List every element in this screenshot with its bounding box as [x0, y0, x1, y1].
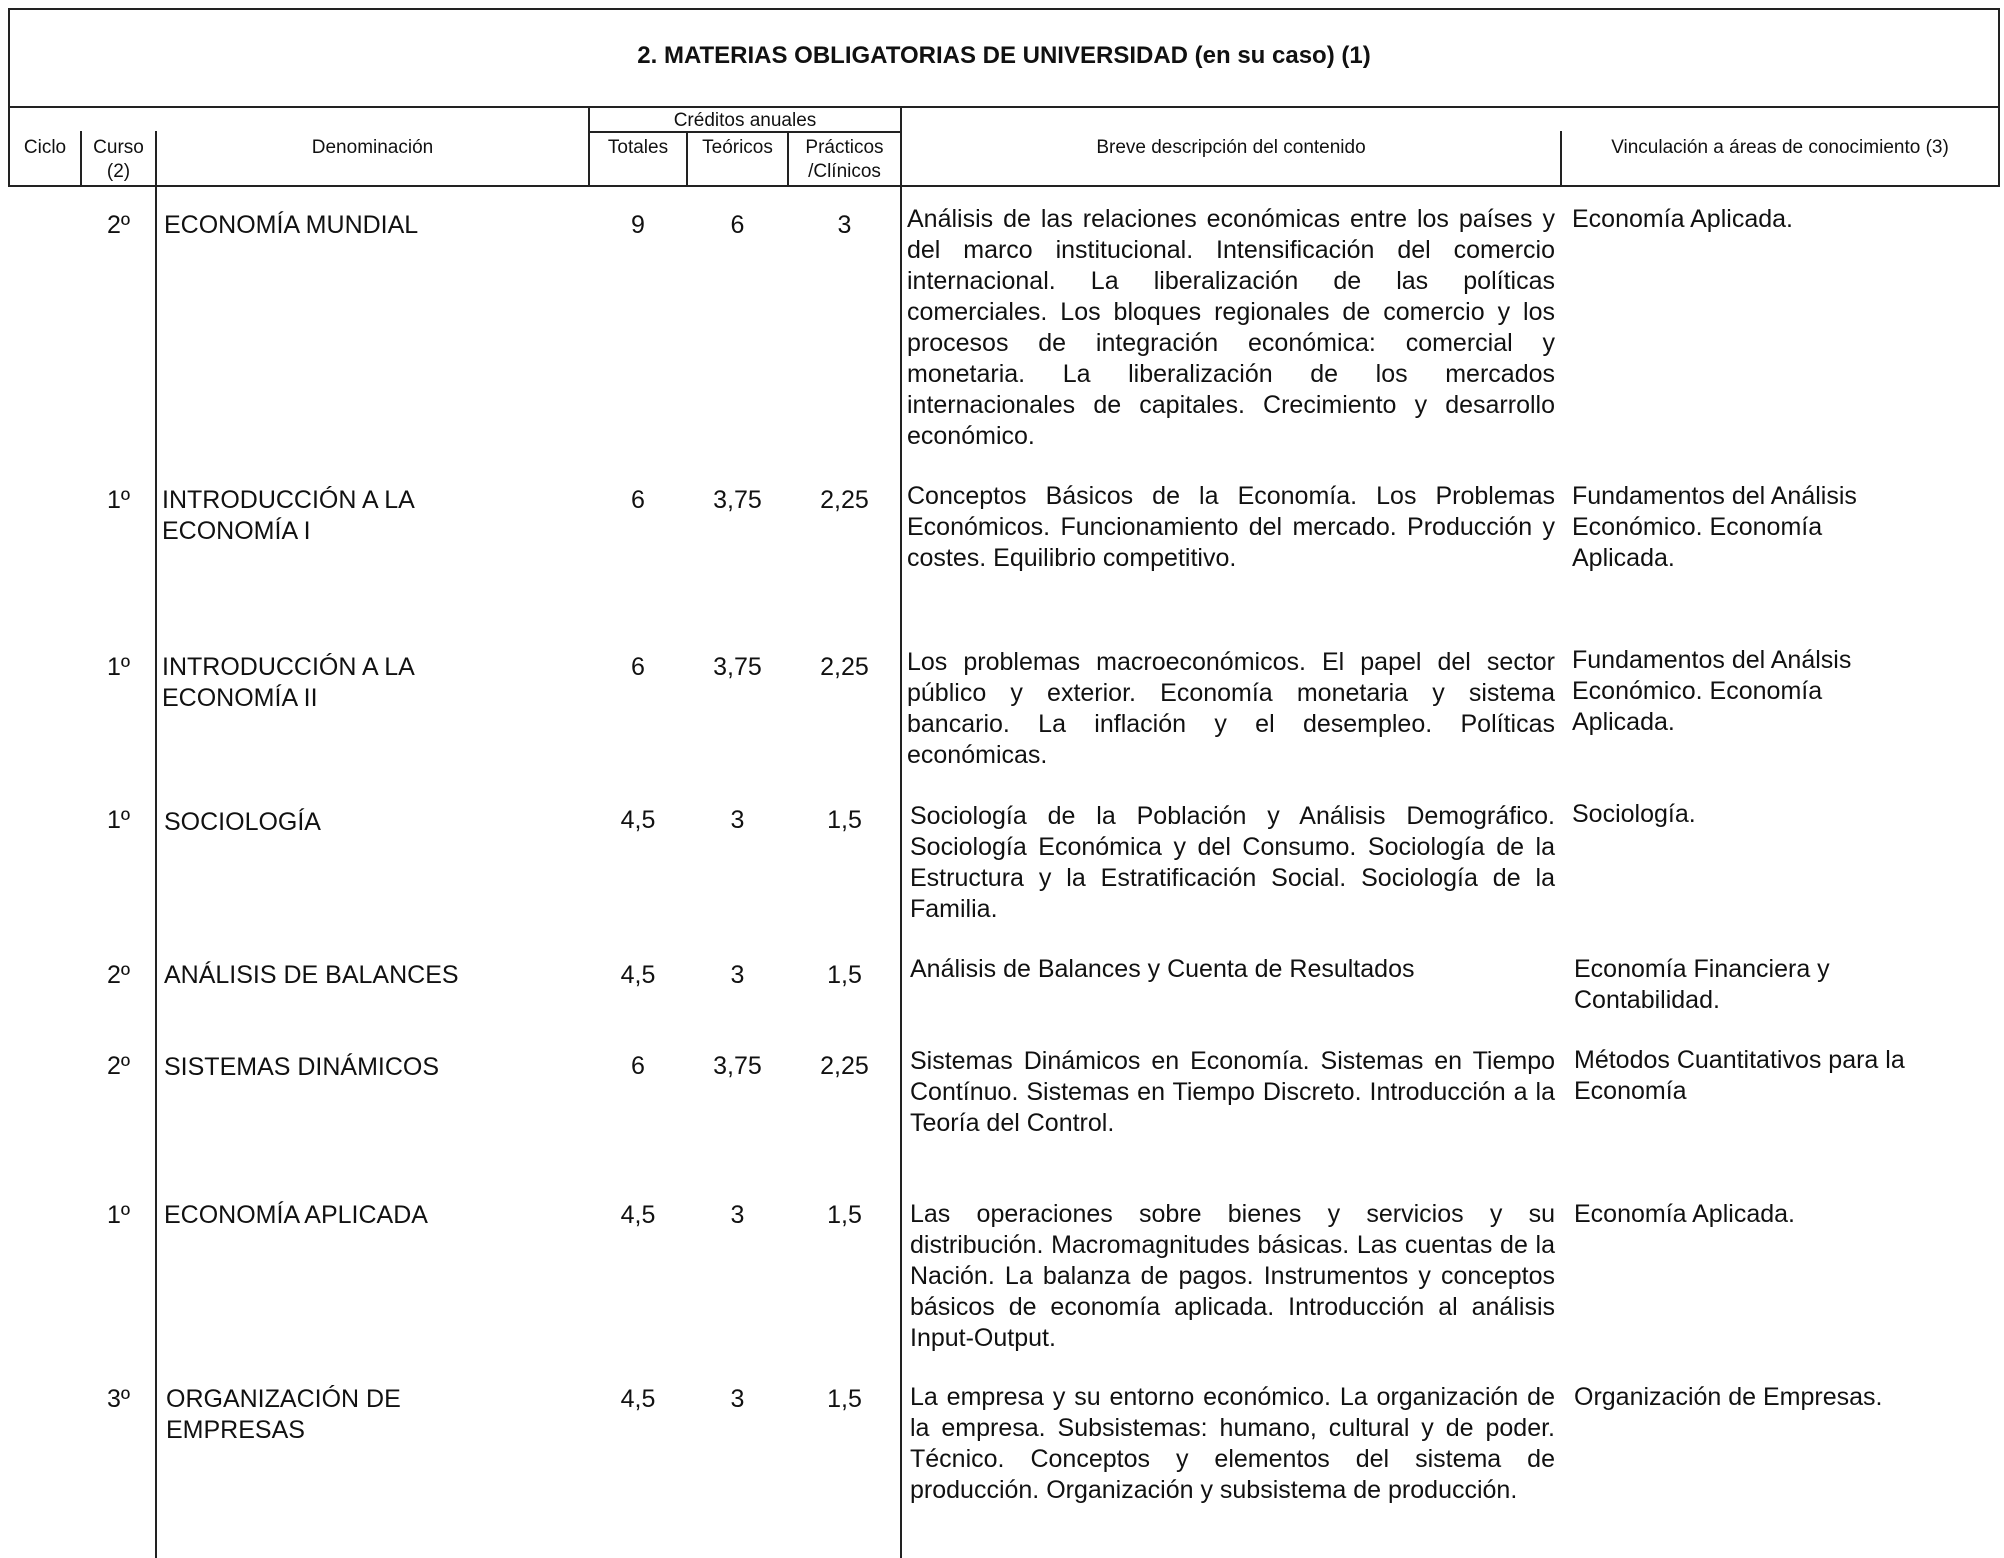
row-denominacion: ANÁLISIS DE BALANCES [164, 961, 459, 989]
row-practicos: 2,25 [820, 653, 869, 681]
row-vinculacion: Economía Financiera y Contabilidad. [1574, 955, 1830, 1014]
row-teoricos: 3 [730, 806, 745, 834]
row-vinculacion: Métodos Cuantitativos para la Economía [1574, 1046, 1905, 1105]
row-totales: 6 [631, 653, 645, 681]
row-curso: 2º [106, 211, 131, 239]
title-bottom-border [8, 106, 2000, 108]
header-vinculacion: Vinculación a áreas de conocimiento (3) [1611, 137, 1949, 158]
row-teoricos: 3 [730, 961, 745, 989]
row-descripcion: Sistemas Dinámicos en Economía. Sistemas en Tiempo Contínuo. Sistemas en Tiempo Discreto. Introducción a la Teoría del Control. [910, 1047, 1555, 1137]
row-denominacion: ECONOMÍA APLICADA [164, 1201, 428, 1229]
row-practicos: 1,5 [827, 961, 862, 989]
row-totales: 4,5 [620, 806, 656, 834]
row-vinculacion: Fundamentos del Análisis Económico. Economía Aplicada. [1572, 482, 1857, 572]
row-vinculacion: Sociología. [1572, 800, 1696, 828]
row-totales: 4,5 [620, 1385, 656, 1413]
row-teoricos: 3 [730, 1201, 745, 1229]
header-denominacion: Denominación [311, 137, 434, 158]
row-totales: 9 [631, 211, 645, 239]
row-curso: 2º [106, 1052, 131, 1080]
row-teoricos: 3,75 [713, 653, 762, 681]
row-denominacion: INTRODUCCIÓN A LA ECONOMÍA II [162, 653, 414, 712]
row-practicos: 1,5 [827, 806, 862, 834]
header-bottom-border [8, 185, 2000, 187]
row-teoricos: 6 [730, 211, 745, 239]
row-practicos: 2,25 [820, 1052, 869, 1080]
row-totales: 6 [631, 486, 645, 514]
row-curso: 1º [106, 486, 131, 514]
row-denominacion: INTRODUCCIÓN A LA ECONOMÍA I [162, 486, 414, 545]
row-vinculacion: Fundamentos del Análsis Económico. Economía Aplicada. [1572, 646, 1852, 736]
row-denominacion: ORGANIZACIÓN DE EMPRESAS [166, 1385, 401, 1444]
header-curso-note: (2) [106, 161, 131, 182]
page-title: 2. MATERIAS OBLIGATORIAS DE UNIVERSIDAD (en su caso) (1) [637, 42, 1371, 69]
row-practicos: 2,25 [820, 486, 869, 514]
row-descripcion: La empresa y su entorno económico. La organización de la empresa. Subsistemas: humano, cultural y de poder. Técnico. Conceptos y elementos del sistema de producción. Organización y subsistema de producción. [910, 1383, 1555, 1504]
row-practicos: 1,5 [827, 1385, 862, 1413]
row-vinculacion: Organización de Empresas. [1574, 1383, 1883, 1411]
col-divider-curso [155, 131, 157, 1558]
header-practicos: Prácticos [805, 137, 884, 158]
header-curso: Curso [93, 137, 144, 158]
row-curso: 1º [106, 1201, 131, 1229]
header-clinicos: /Clínicos [808, 161, 881, 182]
row-curso: 3º [106, 1385, 131, 1413]
row-descripcion: Análisis de Balances y Cuenta de Resultados [910, 955, 1415, 983]
row-curso: 2º [106, 961, 131, 989]
row-descripcion: Sociología de la Población y Análisis Demográfico. Sociología Económica y del Consumo. Sociología de la Estructura y la Estratificación Social. Sociología de la Familia. [910, 802, 1555, 923]
table-top-border [8, 8, 2000, 10]
row-practicos: 3 [837, 211, 852, 239]
row-vinculacion: Economía Aplicada. [1572, 205, 1793, 233]
row-totales: 4,5 [620, 961, 656, 989]
row-totales: 6 [631, 1052, 645, 1080]
row-curso: 1º [106, 806, 131, 834]
table-right-border [1998, 8, 2000, 186]
row-practicos: 1,5 [827, 1201, 862, 1229]
row-teoricos: 3,75 [713, 486, 762, 514]
header-descripcion: Breve descripción del contenido [1096, 137, 1366, 158]
header-ciclo: Ciclo [23, 137, 67, 158]
row-descripcion: Análisis de las relaciones económicas entre los países y del marco institucional. Intensificación del comercio internacional. La liberalización de las políticas comerciales. Los bloques regionales de comercio y los procesos de integración económica: comercial y monetaria. La liberalización de los mercados internacionales de capitales. Crecimiento y desarrollo económico. [907, 205, 1555, 450]
header-teoricos: Teóricos [702, 137, 773, 158]
row-denominacion: SOCIOLOGÍA [164, 808, 321, 836]
row-teoricos: 3 [730, 1385, 745, 1413]
row-curso: 1º [106, 653, 131, 681]
row-denominacion: SISTEMAS DINÁMICOS [164, 1053, 440, 1081]
header-totales: Totales [607, 137, 669, 158]
row-vinculacion: Economía Aplicada. [1574, 1200, 1795, 1228]
row-teoricos: 3,75 [713, 1052, 762, 1080]
row-descripcion: Conceptos Básicos de la Economía. Los Problemas Económicos. Funcionamiento del mercado. Producción y costes. Equilibrio competitivo. [907, 482, 1555, 572]
header-creditos-anuales: Créditos anuales [673, 110, 817, 131]
col-divider-descripcion [900, 106, 902, 1558]
row-descripcion: Las operaciones sobre bienes y servicios y su distribución. Macromagnitudes básicas. Las cuentas de la Nación. La balanza de pagos. Instrumentos y conceptos básicos de economía aplicada. Introducción al análisis Input-Output. [910, 1200, 1555, 1352]
row-totales: 4,5 [620, 1201, 656, 1229]
row-denominacion: ECONOMÍA MUNDIAL [164, 211, 419, 239]
row-descripcion: Los problemas macroeconómicos. El papel del sector público y exterior. Economía monetaria y sistema bancario. La inflación y el desempleo. Políticas económicas. [907, 648, 1555, 769]
